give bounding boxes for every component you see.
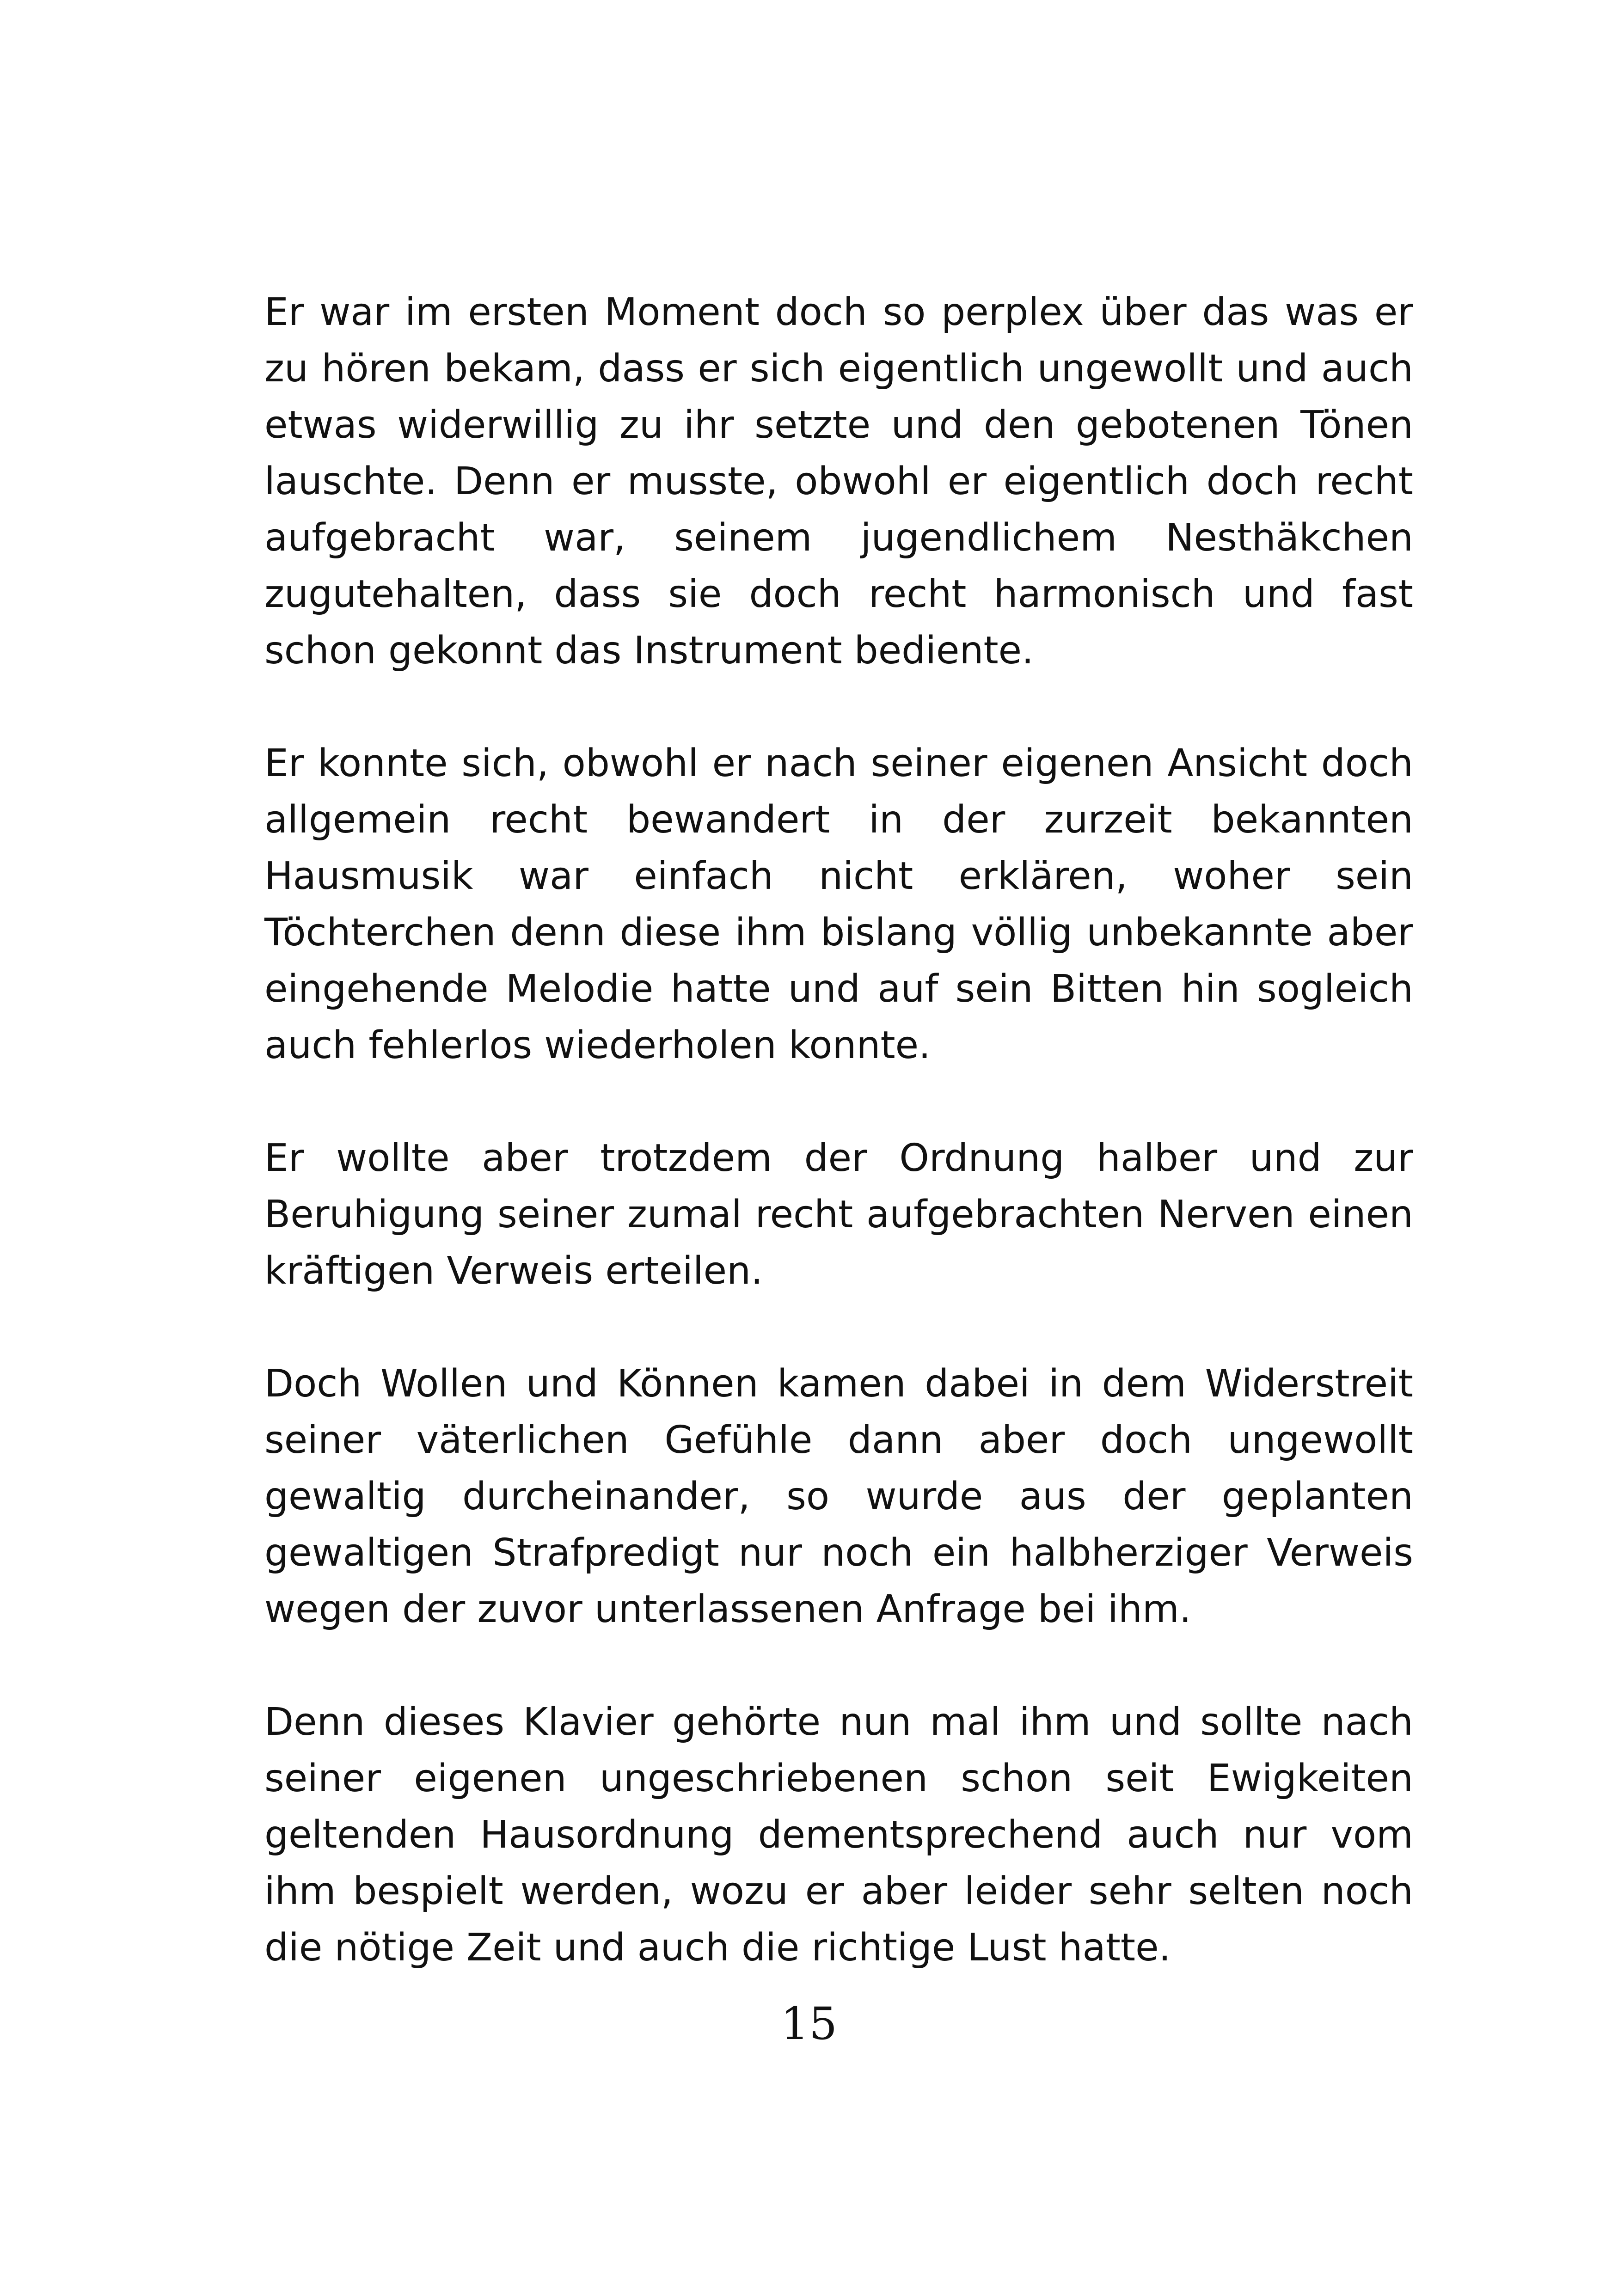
paragraph-4: Doch Wollen und Können kamen dabei in dem Widerstreit seiner väterlichen Gefühle dann aber doch ungewollt gewaltig durcheinander, so wurde aus der geplanten gewaltigen Strafpredigt nur noch ein halbherziger Verweis wegen der zuvor unterlassenen Anfrage bei ihm.: [264, 1362, 1413, 1631]
body-text: [264, 284, 1413, 1976]
page-number: 15: [780, 1998, 838, 2050]
paragraph-1: Er war im ersten Moment doch so perplex über das was er zu hören bekam, dass er sich eigentlich ungewollt und auch etwas widerwillig zu ihr setzte und den gebotenen Tönen lauschte. Denn er musste, obwohl er eigentlich doch recht aufgebracht war, seinem jugendlichem Nesthäkchen zugutehalten, dass sie doch recht harmonisch und fast schon gekonnt das Instrument bediente.: [264, 290, 1413, 673]
paragraph-2: Er konnte sich, obwohl er nach seiner eigenen Ansicht doch allgemein recht bewandert in der zurzeit bekannten Hausmusik war einfach nicht erklären, woher sein Töchterchen denn diese ihm bislang völlig unbekannte aber eingehende Melodie hatte und auf sein Bitten hin sogleich auch fehlerlos wiederholen konnte.: [264, 741, 1413, 1067]
paragraph-3: Er wollte aber trotzdem der Ordnung halber und zur Beruhigung seiner zumal recht aufgebrachten Nerven einen kräftigen Verweis erteilen.: [264, 1136, 1413, 1293]
paragraph-5: Denn dieses Klavier gehörte nun mal ihm und sollte nach seiner eigenen ungeschriebenen schon seit Ewigkeiten geltenden Hausordnung dementsprechend auch nur vom ihm bespielt werden, wozu er aber leider sehr selten noch die nötige Zeit und auch die richtige Lust hatte.: [264, 1700, 1413, 1970]
